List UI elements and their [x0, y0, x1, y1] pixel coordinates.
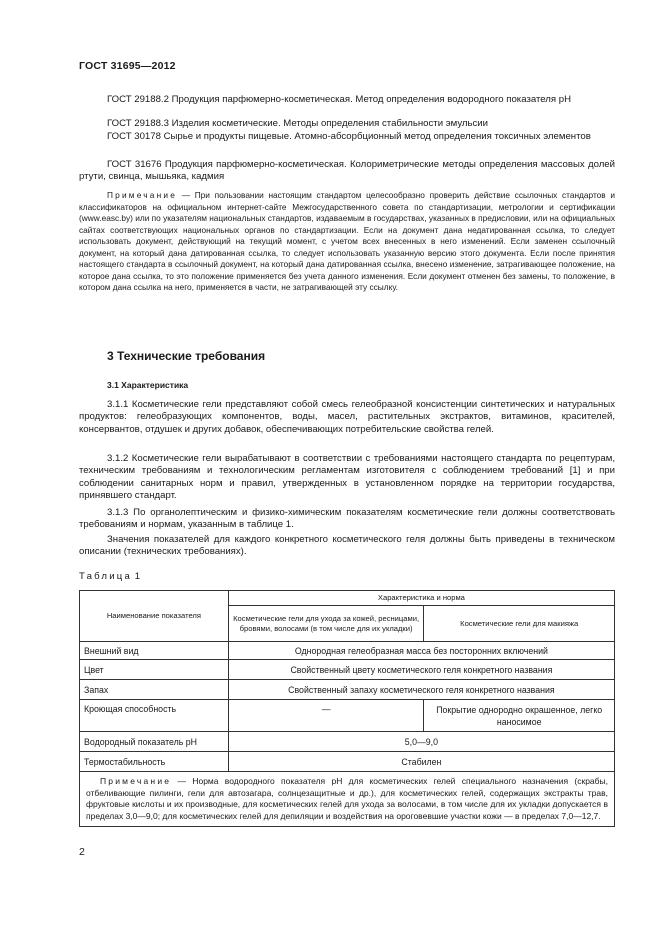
paragraph: 3.1.3 По органолептическим и физико-химическим показателям косметические гели должны соответствовать требованиям и нормам, указанным в таблице 1. — [79, 507, 615, 531]
col-header-makeup: Косметические гели для макияжа — [424, 606, 615, 642]
reference-item: ГОСТ 31676 Продукция парфюмерно-косметическая. Колориметрические методы определения массовых долей ртути, свинца, мышьяка, кадмия — [79, 159, 615, 183]
table-note-row — [80, 772, 615, 827]
table-caption: Таблица 1 — [79, 571, 141, 582]
col-header-care: Косметические гели для ухода за кожей, ресницами, бровями, волосами (в том числе для их укладки) — [228, 606, 424, 642]
paragraph: 3.1.2 Косметические гели вырабатывают в соответствии с требованиями настоящего стандарта по рецептурам, техническим требованиям и технологическим регламентам изготовителя с соблюдением требований [1] и при соблюдении санитарных норм и правил, утвержденных в установленном порядке на территории государства, принявшего стандарт. — [79, 453, 615, 502]
page-number: 2 — [79, 846, 85, 858]
reference-item: ГОСТ 29188.3 Изделия косметические. Методы определения стабильности эмульсии — [107, 118, 489, 129]
section-title: 3 Технические требования — [107, 349, 266, 363]
table-row: Цвет Свойственный цвету косметического геля конкретного названия — [80, 660, 615, 680]
reference-item: ГОСТ 30178 Сырье и продукты пищевые. Атомно-абсорбционный метод определения токсичных элементов — [107, 131, 591, 142]
table-note: Примечание — Норма водородного показателя pH для косметических гелей специального назначения (скрабы, отбеливающие пилинги, гели для автозагара, солнцезащитные и др.), для косметических гелей, содержащих экстракты трав, фруктовые кислоты и их производные, для косметических гелей для ухода за волосами, в том числе для их укладки допускается в пределах 3,0—9,0; для косметических гелей для депиляции и воздействия на ороговевшие участки кожи — в пределах 7,0—12,7. — [80, 772, 615, 827]
paragraph: 3.1.1 Косметические гели представляют собой смесь гелеобразной консистенции синтетических и натуральных продуктов: гелеобразующих компонентов, воды, масел, растительных экстрактов, витаминов, красителей, консервантов, отдушек и других добавок, обеспечивающих потребительские свойства гелей. — [79, 399, 615, 435]
table-row: Внешний вид Однородная гелеобразная масса без посторонних включений — [80, 642, 615, 660]
requirements-table — [79, 590, 615, 827]
col-header-name: Наименование показателя — [80, 591, 229, 642]
table-row: Кроющая способность — Покрытие однородно окрашенное, легко наносимое — [80, 700, 615, 732]
table-row: Термостабильность Стабилен — [80, 752, 615, 772]
document-header: ГОСТ 31695—2012 — [79, 60, 176, 72]
table-row: Водородный показатель pH 5,0—9,0 — [80, 732, 615, 752]
col-header-group: Характеристика и норма — [228, 591, 614, 606]
table-row: Запах Свойственный запаху косметического геля конкретного названия — [80, 680, 615, 700]
reference-item: ГОСТ 29188.2 Продукция парфюмерно-косметическая. Метод определения водородного показателя pH — [107, 94, 571, 105]
subsection-title: 3.1 Характеристика — [107, 380, 189, 390]
references-note: Примечание — При пользовании настоящим стандартом целесообразно проверить действие ссылочных стандартов и классификаторов на официальном интернет-сайте Межгосударственного совета по стандартизации, метрологии и сертификации (www.easc.by) или по указателям национальных стандартов, издаваемым в государствах, указанных в предисловии, или на официальных сайтах соответствующих национальных органов по стандартизации. Если на документ дана недатированная ссылка, то следует использовать документ, действующий на текущий момент, с учетом всех внесенных в него изменений. Если заменен ссылочный документ, на который дана датированная ссылка, то следует использовать указанную версию этого документа. Если после принятия настоящего стандарта в ссылочный документ, на который дана датированная ссылка, внесено изменение, затрагивающее положение, на которое дана ссылка, то это положение применяется без учета данного изменения. Если документ отменен без замены, то положение, в котором дана ссылка на него, применяется в части, не затрагивающей эту ссылку. — [79, 190, 615, 292]
paragraph: Значения показателей для каждого конкретного косметического геля должны быть приведены в техническом описании (технических требованиях). — [79, 534, 615, 558]
